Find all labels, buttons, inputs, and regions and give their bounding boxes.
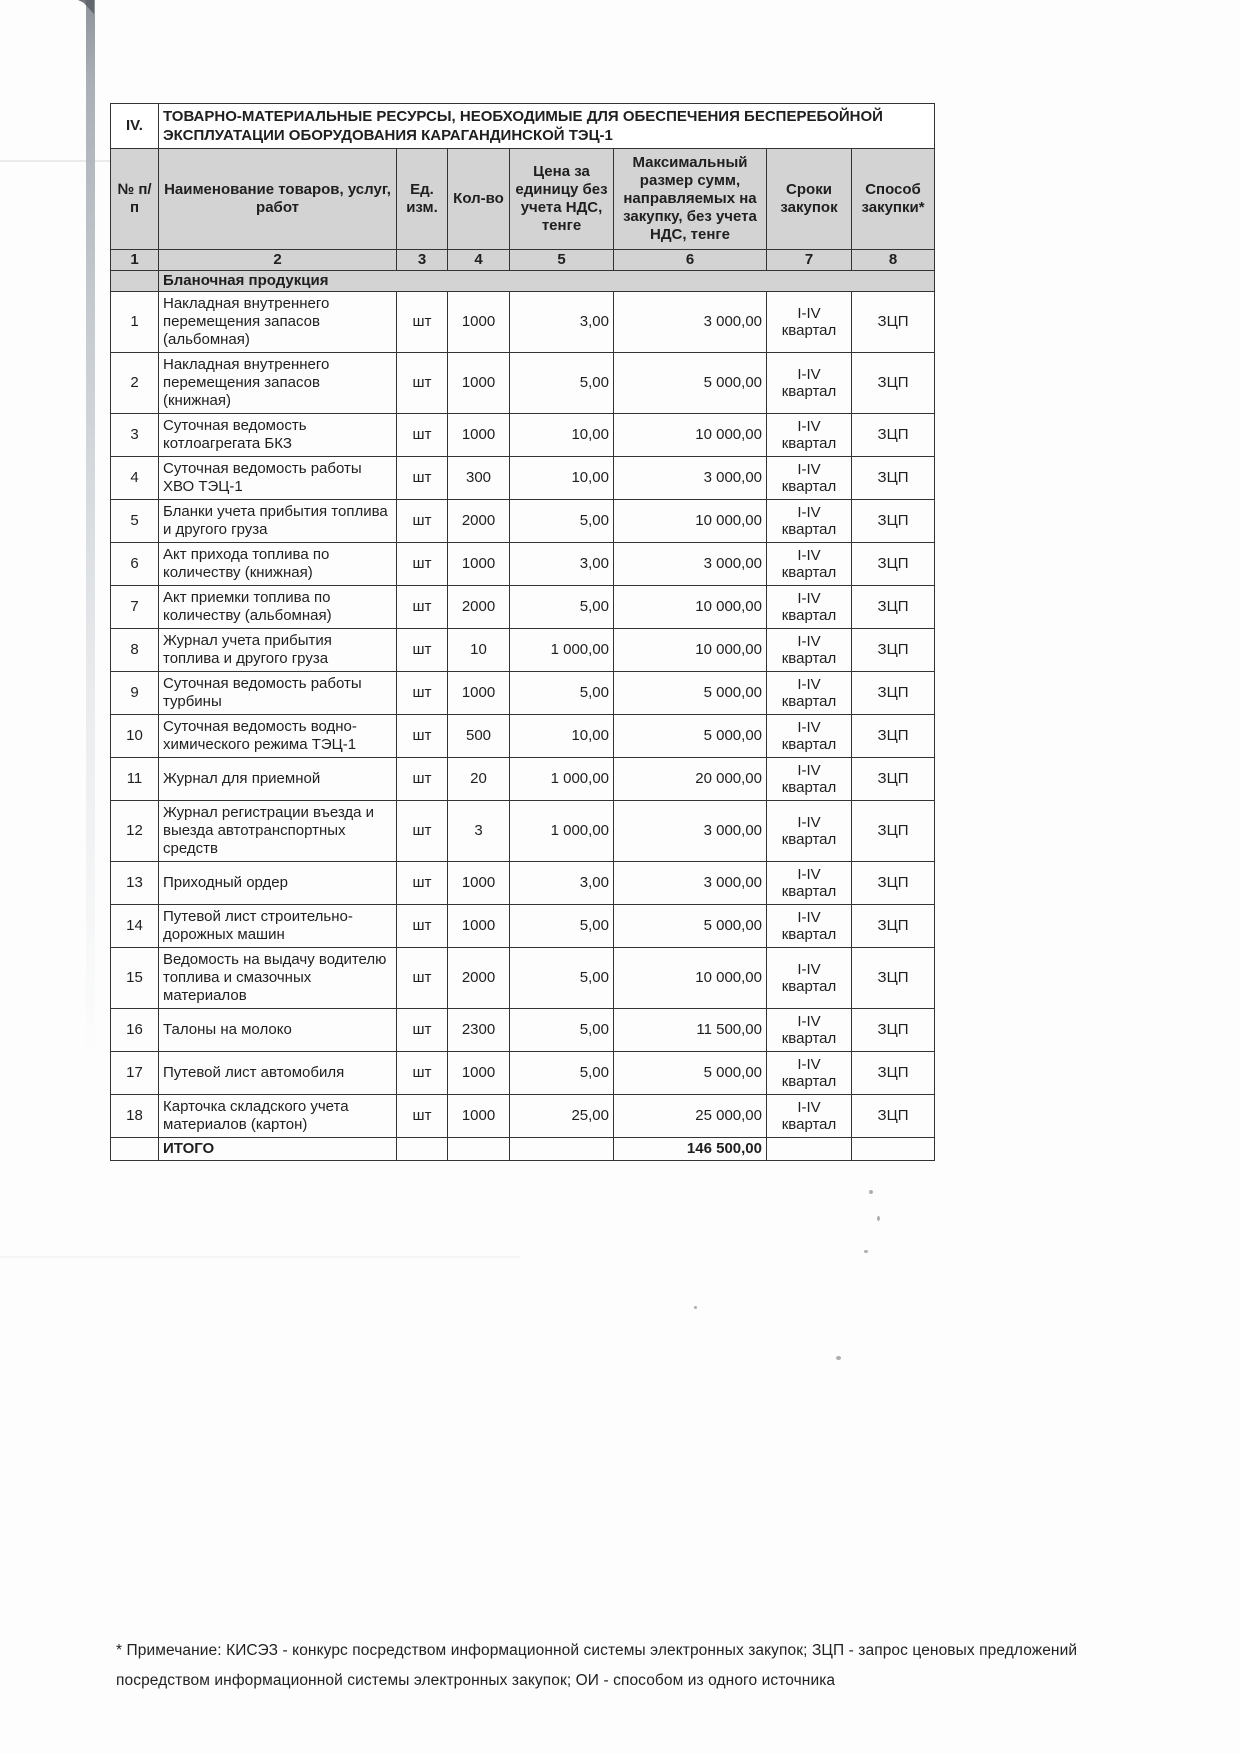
header-unit: Ед. изм. [397,149,448,250]
scan-page-edge-shadow [86,0,95,1060]
purchase-period-cell: I-IV квартал [767,1052,852,1095]
quantity-cell: 2000 [448,948,510,1009]
table-row [111,500,935,543]
header-item-name: Наименование товаров, услуг, работ [159,149,397,250]
quantity-cell: 300 [448,457,510,500]
item-name-cell: Путевой лист строительно-дорожных машин [159,905,397,948]
purchase-method-cell: ЗЦП [852,586,935,629]
row-number-cell: 14 [111,905,159,948]
item-name-cell: Журнал для приемной [159,758,397,801]
section-header-row [111,271,935,292]
max-sum-cell: 10 000,00 [614,586,767,629]
unit-cell: шт [397,1095,448,1138]
unit-cell: шт [397,629,448,672]
quantity-cell: 1000 [448,862,510,905]
item-name-cell: Бланки учета прибытия топлива и другого груза [159,500,397,543]
unit-cell: шт [397,1052,448,1095]
unit-price-cell: 3,00 [510,292,614,353]
section-number: IV. [111,104,159,149]
table-row [111,1095,935,1138]
unit-cell: шт [397,905,448,948]
purchase-method-cell: ЗЦП [852,543,935,586]
table-title-row [111,104,935,149]
max-sum-cell: 10 000,00 [614,948,767,1009]
quantity-cell: 2000 [448,586,510,629]
max-sum-cell: 20 000,00 [614,758,767,801]
purchase-method-cell: ЗЦП [852,292,935,353]
unit-cell: шт [397,948,448,1009]
column-number: 4 [448,250,510,271]
purchase-method-cell: ЗЦП [852,629,935,672]
table-row [111,543,935,586]
table-row [111,457,935,500]
item-name-cell: Талоны на молоко [159,1009,397,1052]
item-name-cell: Суточная ведомость работы ХВО ТЭЦ-1 [159,457,397,500]
table-row [111,758,935,801]
row-number-cell: 8 [111,629,159,672]
quantity-cell: 500 [448,715,510,758]
unit-cell: шт [397,500,448,543]
scan-streak [0,1256,520,1258]
unit-price-cell: 1 000,00 [510,758,614,801]
total-empty-cell [767,1138,852,1161]
total-value: 146 500,00 [614,1138,767,1161]
unit-cell: шт [397,758,448,801]
item-name-cell: Накладная внутреннего перемещения запасов (альбомная) [159,292,397,353]
quantity-cell: 10 [448,629,510,672]
quantity-cell: 2000 [448,500,510,543]
scan-speck [694,1306,697,1309]
item-name-cell: Журнал регистрации въезда и выезда автотранспортных средств [159,801,397,862]
total-empty-cell [510,1138,614,1161]
max-sum-cell: 11 500,00 [614,1009,767,1052]
row-number-cell: 2 [111,353,159,414]
row-number-cell: 6 [111,543,159,586]
unit-cell: шт [397,414,448,457]
table-row [111,629,935,672]
max-sum-cell: 25 000,00 [614,1095,767,1138]
purchase-method-cell: ЗЦП [852,1095,935,1138]
total-empty-cell [111,1138,159,1161]
row-number-cell: 17 [111,1052,159,1095]
table-title: ТОВАРНО-МАТЕРИАЛЬНЫЕ РЕСУРСЫ, НЕОБХОДИМЫЕ ДЛЯ ОБЕСПЕЧЕНИЯ БЕСПЕРЕБОЙНОЙ ЭКСПЛУАТАЦИИ ОБОРУДОВАНИЯ КАРАГАНДИНСКОЙ ТЭЦ-1 [159,104,935,149]
quantity-cell: 1000 [448,292,510,353]
row-number-cell: 4 [111,457,159,500]
unit-price-cell: 5,00 [510,672,614,715]
table-header-row [111,149,935,250]
purchase-method-cell: ЗЦП [852,905,935,948]
unit-price-cell: 1 000,00 [510,801,614,862]
purchase-method-cell: ЗЦП [852,801,935,862]
table-row [111,948,935,1009]
unit-cell: шт [397,715,448,758]
table-row [111,672,935,715]
header-row-number: № п/п [111,149,159,250]
max-sum-cell: 5 000,00 [614,672,767,715]
unit-price-cell: 3,00 [510,862,614,905]
max-sum-cell: 5 000,00 [614,1052,767,1095]
unit-cell: шт [397,457,448,500]
purchase-period-cell: I-IV квартал [767,414,852,457]
total-empty-cell [397,1138,448,1161]
purchase-period-cell: I-IV квартал [767,672,852,715]
purchase-period-cell: I-IV квартал [767,292,852,353]
max-sum-cell: 3 000,00 [614,292,767,353]
unit-price-cell: 5,00 [510,1052,614,1095]
row-number-cell: 16 [111,1009,159,1052]
max-sum-cell: 10 000,00 [614,414,767,457]
unit-cell: шт [397,862,448,905]
unit-price-cell: 5,00 [510,1009,614,1052]
section-label: Бланочная продукция [159,271,935,292]
item-name-cell: Акт прихода топлива по количеству (книжная) [159,543,397,586]
purchase-method-cell: ЗЦП [852,457,935,500]
purchase-period-cell: I-IV квартал [767,801,852,862]
table-row [111,353,935,414]
purchase-period-cell: I-IV квартал [767,758,852,801]
quantity-cell: 1000 [448,353,510,414]
quantity-cell: 1000 [448,1095,510,1138]
scan-speck [836,1356,841,1360]
unit-price-cell: 3,00 [510,543,614,586]
row-number-cell: 9 [111,672,159,715]
unit-cell: шт [397,586,448,629]
column-number: 2 [159,250,397,271]
item-name-cell: Путевой лист автомобиля [159,1052,397,1095]
column-number: 6 [614,250,767,271]
unit-price-cell: 5,00 [510,586,614,629]
unit-price-cell: 5,00 [510,905,614,948]
table-row [111,862,935,905]
unit-price-cell: 10,00 [510,457,614,500]
item-name-cell: Суточная ведомость котлоагрегата БКЗ [159,414,397,457]
column-number-row [111,250,935,271]
quantity-cell: 3 [448,801,510,862]
purchase-period-cell: I-IV квартал [767,629,852,672]
purchase-method-cell: ЗЦП [852,353,935,414]
unit-cell: шт [397,1009,448,1052]
section-empty-cell [111,271,159,292]
total-empty-cell [448,1138,510,1161]
max-sum-cell: 10 000,00 [614,629,767,672]
column-number: 8 [852,250,935,271]
item-name-cell: Журнал учета прибытия топлива и другого груза [159,629,397,672]
table-row [111,414,935,457]
unit-cell: шт [397,801,448,862]
purchase-method-cell: ЗЦП [852,672,935,715]
total-row [111,1138,935,1161]
purchase-method-cell: ЗЦП [852,862,935,905]
header-unit-price: Цена за единицу без учета НДС, тенге [510,149,614,250]
total-empty-cell [852,1138,935,1161]
header-max-sum: Максимальный размер сумм, направляемых на закупку, без учета НДС, тенге [614,149,767,250]
scan-speck [869,1190,873,1194]
purchase-period-cell: I-IV квартал [767,1009,852,1052]
purchase-period-cell: I-IV квартал [767,715,852,758]
row-number-cell: 10 [111,715,159,758]
column-number: 7 [767,250,852,271]
max-sum-cell: 3 000,00 [614,543,767,586]
max-sum-cell: 3 000,00 [614,801,767,862]
scan-speck [864,1250,868,1253]
scan-speck [877,1216,880,1221]
max-sum-cell: 3 000,00 [614,457,767,500]
purchase-method-cell: ЗЦП [852,758,935,801]
item-name-cell: Акт приемки топлива по количеству (альбомная) [159,586,397,629]
table-row [111,586,935,629]
quantity-cell: 1000 [448,414,510,457]
purchase-period-cell: I-IV квартал [767,948,852,1009]
row-number-cell: 1 [111,292,159,353]
unit-price-cell: 25,00 [510,1095,614,1138]
unit-price-cell: 5,00 [510,353,614,414]
table-row [111,292,935,353]
purchase-period-cell: I-IV квартал [767,586,852,629]
row-number-cell: 18 [111,1095,159,1138]
max-sum-cell: 5 000,00 [614,715,767,758]
purchase-method-cell: ЗЦП [852,500,935,543]
unit-price-cell: 10,00 [510,715,614,758]
row-number-cell: 13 [111,862,159,905]
quantity-cell: 1000 [448,905,510,948]
header-quantity: Кол-во [448,149,510,250]
quantity-cell: 1000 [448,543,510,586]
row-number-cell: 15 [111,948,159,1009]
unit-cell: шт [397,543,448,586]
item-name-cell: Карточка складского учета материалов (картон) [159,1095,397,1138]
header-purchase-period: Сроки закупок [767,149,852,250]
purchase-period-cell: I-IV квартал [767,500,852,543]
total-label: ИТОГО [159,1138,397,1161]
row-number-cell: 3 [111,414,159,457]
purchase-method-cell: ЗЦП [852,1052,935,1095]
table-row [111,905,935,948]
quantity-cell: 20 [448,758,510,801]
unit-cell: шт [397,292,448,353]
column-number: 3 [397,250,448,271]
purchase-period-cell: I-IV квартал [767,862,852,905]
quantity-cell: 1000 [448,1052,510,1095]
max-sum-cell: 5 000,00 [614,905,767,948]
purchase-method-cell: ЗЦП [852,948,935,1009]
table-row [111,1052,935,1095]
column-number: 5 [510,250,614,271]
unit-cell: шт [397,672,448,715]
max-sum-cell: 5 000,00 [614,353,767,414]
procurement-table [110,103,935,1161]
purchase-method-cell: ЗЦП [852,1009,935,1052]
column-number: 1 [111,250,159,271]
item-name-cell: Накладная внутреннего перемещения запасов (книжная) [159,353,397,414]
unit-price-cell: 10,00 [510,414,614,457]
max-sum-cell: 10 000,00 [614,500,767,543]
purchase-period-cell: I-IV квартал [767,457,852,500]
unit-price-cell: 1 000,00 [510,629,614,672]
purchase-method-cell: ЗЦП [852,414,935,457]
header-purchase-method: Способ закупки* [852,149,935,250]
unit-cell: шт [397,353,448,414]
purchase-method-cell: ЗЦП [852,715,935,758]
purchase-period-cell: I-IV квартал [767,353,852,414]
item-name-cell: Суточная ведомость работы турбины [159,672,397,715]
row-number-cell: 11 [111,758,159,801]
item-name-cell: Ведомость на выдачу водителю топлива и смазочных материалов [159,948,397,1009]
quantity-cell: 2300 [448,1009,510,1052]
row-number-cell: 12 [111,801,159,862]
row-number-cell: 5 [111,500,159,543]
table-row [111,801,935,862]
max-sum-cell: 3 000,00 [614,862,767,905]
unit-price-cell: 5,00 [510,500,614,543]
table-row [111,1009,935,1052]
table-row [111,715,935,758]
purchase-period-cell: I-IV квартал [767,905,852,948]
item-name-cell: Приходный ордер [159,862,397,905]
purchase-period-cell: I-IV квартал [767,1095,852,1138]
unit-price-cell: 5,00 [510,948,614,1009]
purchase-period-cell: I-IV квартал [767,543,852,586]
footnote: * Примечание: КИСЭЗ - конкурс посредством информационной системы электронных закупок; ЗЦП - запрос ценовых предложений посредством информационной системы электронных закупок; ОИ - способом из одного источника [116,1642,1078,1689]
quantity-cell: 1000 [448,672,510,715]
row-number-cell: 7 [111,586,159,629]
item-name-cell: Суточная ведомость водно-химического режима ТЭЦ-1 [159,715,397,758]
